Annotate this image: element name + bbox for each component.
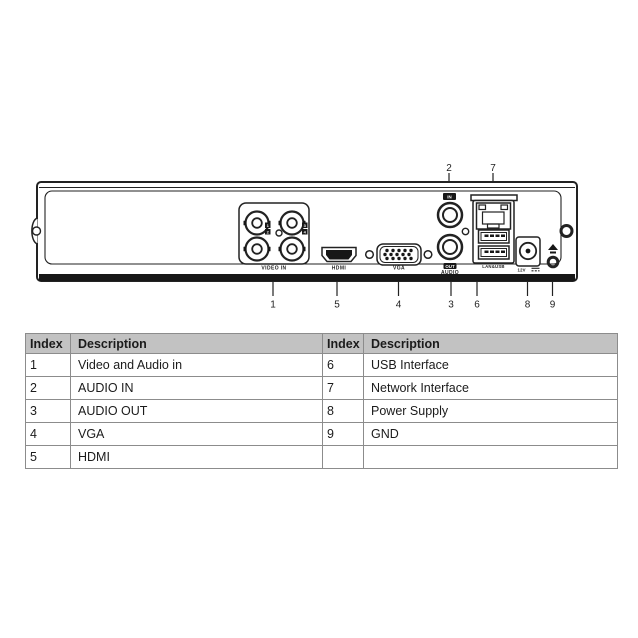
- callout-4: 4: [395, 299, 402, 311]
- index-cell: 4: [26, 423, 71, 446]
- callout-2: 2: [446, 163, 452, 174]
- index-cell: 3: [26, 400, 71, 423]
- table-row: [26, 446, 618, 469]
- index-cell: 7: [323, 377, 364, 400]
- table-header-row: [26, 334, 618, 354]
- header-description-right: Description: [364, 334, 618, 354]
- table-row: [26, 400, 618, 423]
- table-row: [26, 377, 618, 400]
- description-cell: Video and Audio in: [71, 354, 323, 377]
- description-cell: Network Interface: [364, 377, 618, 400]
- callout-6: 6: [474, 299, 480, 311]
- description-cell: HDMI: [71, 446, 323, 469]
- header-description-left: Description: [71, 334, 323, 354]
- callout-1: 1: [270, 299, 276, 311]
- svg-text:3: 3: [303, 222, 306, 228]
- index-cell: 8: [323, 400, 364, 423]
- hdmi-label: HDMI: [331, 265, 347, 272]
- description-cell: [364, 446, 618, 469]
- description-cell: AUDIO IN: [71, 377, 323, 400]
- svg-text:2: 2: [266, 229, 269, 235]
- lan-shield-tab: [471, 195, 517, 201]
- index-cell: 9: [323, 423, 364, 446]
- table-row: [26, 423, 618, 446]
- description-cell: VGA: [71, 423, 323, 446]
- lan-usb-block: [471, 195, 517, 269]
- description-cell: AUDIO OUT: [71, 400, 323, 423]
- description-cell: Power Supply: [364, 400, 618, 423]
- callout-3: 3: [448, 299, 454, 311]
- vga-label: VGA: [392, 265, 406, 272]
- svg-text:IN: IN: [447, 194, 452, 200]
- callout-8: 8: [524, 299, 531, 311]
- index-cell: 6: [323, 354, 364, 377]
- description-table: [25, 333, 617, 469]
- header-index-left: Index: [26, 334, 71, 354]
- index-cell: [323, 446, 364, 469]
- video-in-label: VIDEO IN: [261, 265, 287, 272]
- chassis-bottom-band: [39, 274, 575, 281]
- callout-7: 7: [490, 163, 496, 174]
- mounting-hole-left: [33, 227, 41, 235]
- index-cell: 1: [26, 354, 71, 377]
- svg-text:1: 1: [266, 222, 269, 228]
- index-cell: 2: [26, 377, 71, 400]
- callout-5: 5: [334, 299, 340, 311]
- video-in-bnc-block: [239, 203, 309, 272]
- mounting-hole-right: [561, 226, 572, 237]
- audio-label: AUDIO: [440, 270, 460, 276]
- index-cell: 5: [26, 446, 71, 469]
- description-cell: USB Interface: [364, 354, 618, 377]
- description-cell: GND: [364, 423, 618, 446]
- svg-text:4: 4: [303, 229, 306, 235]
- lan-usb-label: LAN&USB: [482, 264, 505, 269]
- svg-text:OUT: OUT: [445, 263, 455, 269]
- header-index-right: Index: [323, 334, 364, 354]
- callout-9: 9: [549, 299, 556, 311]
- table-row: [26, 354, 618, 377]
- power-label: 12V: [517, 267, 526, 273]
